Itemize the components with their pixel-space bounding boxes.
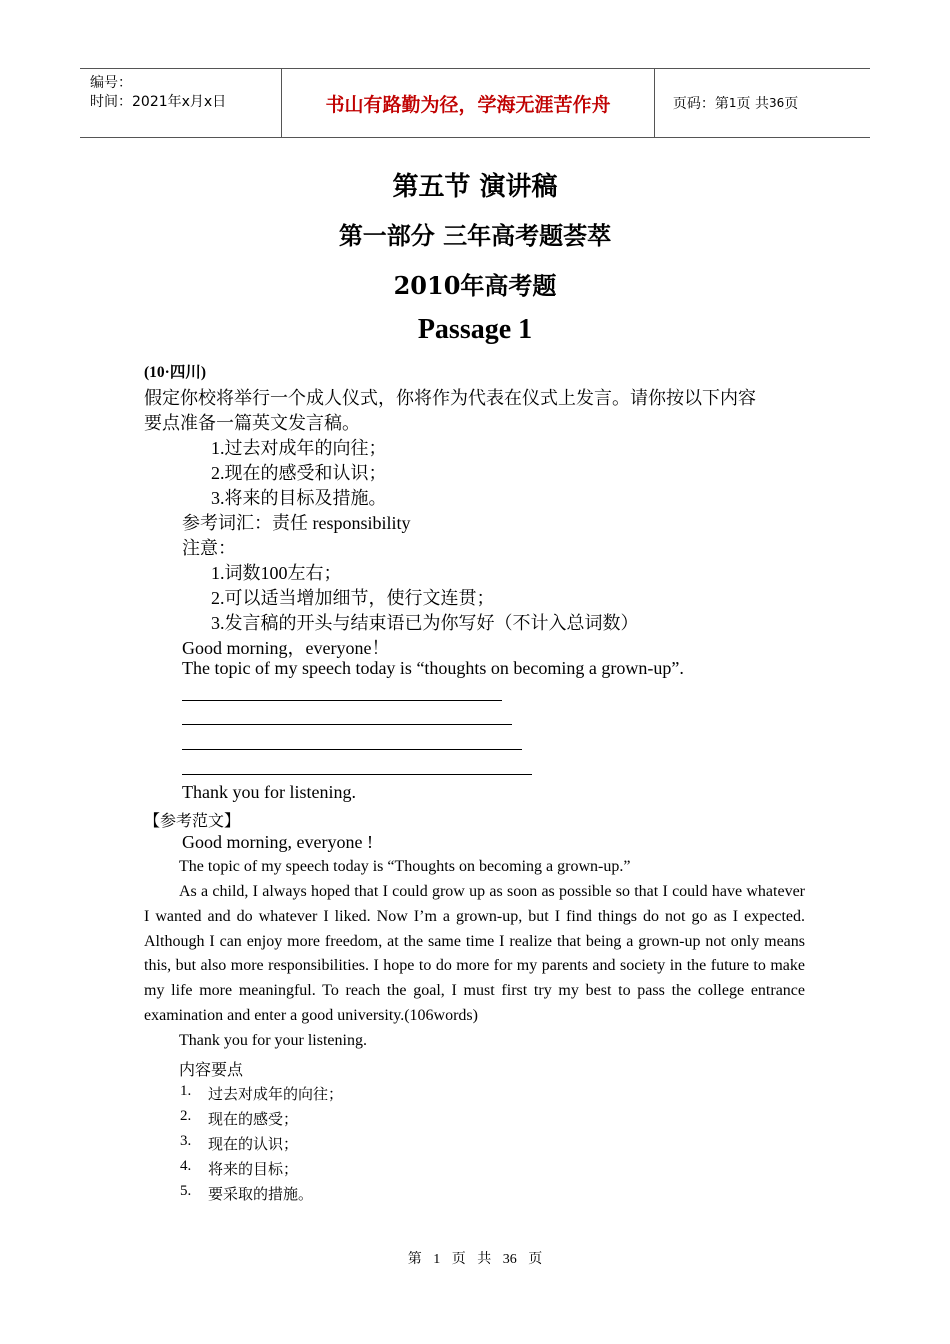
- task-point: 3.将来的目标及措施。: [211, 488, 387, 508]
- header-meta: [80, 69, 280, 137]
- task-point: 1.过去对成年的向往；: [211, 438, 387, 458]
- key-point-text: 要采取的措施。: [208, 1187, 314, 1203]
- task-intro-line1: 假定你校将举行一个成人仪式，你将作为代表在仪式上发言。请你按以下内容: [144, 388, 756, 408]
- task-topic: The topic of my speech today is “thoughts on becoming a grown-up”.: [182, 658, 684, 678]
- key-point-text: 现在的认识；: [208, 1137, 299, 1153]
- task-note: 2.可以适当增加细节，使行文连贯；: [211, 588, 495, 608]
- answer-topic: The topic of my speech today is “Thoughts on becoming a grown-up.”: [179, 858, 631, 875]
- task-source: (10·四川): [144, 364, 206, 381]
- task-vocab: 参考词汇：责任 responsibility: [182, 513, 411, 533]
- task-greeting: Good morning，everyone！: [182, 638, 390, 658]
- answer-label: 【参考范文】: [144, 813, 241, 830]
- key-point-text: 现在的感受；: [208, 1112, 299, 1128]
- key-point-number: 2.: [180, 1108, 192, 1124]
- key-point-number: 1.: [180, 1083, 192, 1099]
- number-label: 编号：: [90, 75, 132, 91]
- page-footer: 第 1 页 共 36 页: [407, 1252, 543, 1267]
- task-note: 3.发言稿的开头与结束语已为你写好（不计入总词数）: [211, 613, 639, 633]
- year-title: 2010年高考题: [393, 271, 557, 300]
- task-notes-label: 注意：: [182, 538, 236, 558]
- part-title: 第一部分 三年高考题荟萃: [338, 222, 612, 250]
- key-point-number: 3.: [180, 1133, 192, 1149]
- task-closing: Thank you for listening.: [182, 782, 356, 802]
- answer-body: As a child, I always hoped that I could grow up as soon as possible so that I could have whatever I wanted and do whatever I liked. Now I’m a grown-up, but I find things do not go as I expected. Although I can enjoy more freedom, at the same time I realize that being a grown-up not only means this, but also more responsibilities. I hope to do more for my parents and society in the future to make my life more meaningful. To reach the goal, I must first try my best to pass the college entrance examination and enter a good university.(106words): [144, 883, 805, 1024]
- key-point-number: 5.: [180, 1183, 192, 1199]
- footer-page-number: 1: [433, 1252, 441, 1267]
- task-intro-line2: 要点准备一篇英文发言稿。: [144, 413, 360, 433]
- key-point-text: 将来的目标；: [208, 1162, 299, 1178]
- passage-title: Passage 1: [417, 314, 533, 345]
- answer-blank-line: [182, 724, 512, 725]
- key-point-text: 过去对成年的向往；: [208, 1087, 344, 1103]
- page-header: [80, 68, 870, 138]
- footer-page-total: 36: [502, 1252, 517, 1267]
- answer-closing: Thank you for your listening.: [179, 1032, 367, 1049]
- answer-greeting: Good morning, everyone !: [182, 832, 373, 852]
- header-motto: 书山有路勤为径，学海无涯苦作舟: [281, 69, 655, 137]
- task-note: 1.词数100左右；: [211, 563, 342, 583]
- answer-blank-line: [182, 700, 502, 701]
- section-title: 第五节 演讲稿: [392, 172, 558, 202]
- key-points-label: 内容要点: [179, 1062, 244, 1079]
- answer-blank-line: [182, 749, 522, 750]
- header-page-info: 页码：第 1 页 共 36 页: [672, 96, 799, 112]
- task-point: 2.现在的感受和认识；: [211, 463, 387, 483]
- time-label: 时间：2021年x月x日: [90, 94, 227, 110]
- key-point-number: 4.: [180, 1158, 192, 1174]
- answer-blank-line: [182, 774, 532, 775]
